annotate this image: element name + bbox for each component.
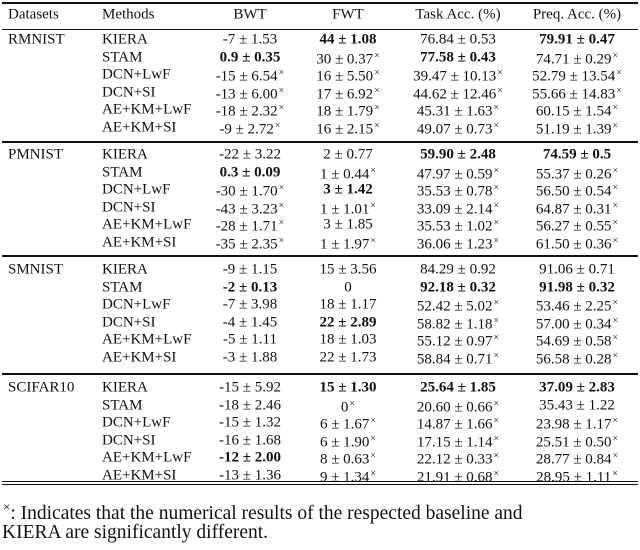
cell-value: -15 ± 1.32	[219, 414, 281, 431]
fwt-cell	[344, 279, 352, 296]
method-label: AE+KM+SI	[102, 234, 177, 251]
cell-value: 8 ± 0.63	[319, 451, 370, 468]
preq-acc-cell	[539, 279, 615, 296]
bwt-cell	[219, 468, 281, 485]
dataset-label: SMNIST	[8, 261, 64, 278]
cell-value: 55.66 ± 14.83	[532, 86, 616, 103]
significance-mark: ×	[493, 350, 500, 362]
cell-value: 6 ± 1.67	[319, 416, 370, 433]
method-label: DCN+SI	[102, 432, 156, 449]
significance-mark: ×	[493, 450, 500, 462]
cell-value: -7 ± 1.53	[222, 31, 278, 48]
cell-value: -22 ± 3.22	[219, 146, 281, 163]
method-label: DCN+SI	[102, 199, 156, 216]
preq-acc-cell	[536, 233, 618, 254]
cell-value: 37.09 ± 2.83	[539, 379, 615, 396]
method-label: AE+KM+LwF	[102, 449, 192, 466]
cell-value: 36.06 ± 1.23	[416, 236, 493, 253]
significance-mark: ×	[612, 182, 619, 194]
significance-mark: ×	[370, 235, 377, 247]
significance-mark: ×	[493, 200, 500, 212]
cell-value: -28 ± 1.71	[215, 218, 278, 235]
significance-mark: ×	[493, 102, 500, 114]
cell-value: 3 ± 1.85	[323, 216, 373, 233]
cell-value: 44 ± 1.08	[319, 31, 377, 48]
significance-mark: ×	[370, 415, 377, 427]
cell-value: 55.12 ± 0.97	[416, 333, 493, 350]
cell-value: 23.98 ± 1.17	[535, 416, 612, 433]
significance-mark: ×	[493, 433, 500, 445]
significance-mark: ×	[3, 499, 11, 514]
dataset-label: PMNIST	[8, 146, 64, 163]
significance-mark: ×	[278, 182, 285, 194]
footnote-line-2: KIERA are significantly different.	[2, 522, 269, 543]
cell-value: 18 ± 1.03	[319, 331, 377, 348]
cell-value: 0	[344, 279, 352, 296]
method-label: AE+KM+LwF	[102, 216, 192, 233]
header-datasets: Datasets	[8, 6, 59, 23]
method-label: STAM	[102, 279, 143, 296]
dataset-label: RMNIST	[8, 31, 65, 48]
fwt-cell	[316, 118, 380, 139]
cell-value: 0	[340, 399, 349, 416]
significance-mark: ×	[497, 67, 503, 79]
task-acc-cell	[420, 262, 496, 279]
task-acc-cell	[417, 118, 499, 139]
significance-mark: ×	[370, 468, 377, 480]
cell-value: 2 ± 0.77	[323, 146, 373, 163]
significance-mark: ×	[278, 102, 285, 114]
significance-mark: ×	[370, 165, 377, 177]
significance-mark: ×	[274, 120, 281, 132]
cell-value: 53.46 ± 2.25	[535, 298, 612, 315]
fwt-cell	[320, 332, 377, 349]
bwt-cell	[223, 297, 277, 314]
method-label: KIERA	[102, 379, 148, 396]
significance-mark: ×	[612, 120, 619, 132]
significance-mark: ×	[612, 102, 619, 114]
fwt-cell	[320, 350, 377, 367]
cell-value: -15 ± 5.92	[219, 379, 281, 396]
cell-value: 18 ± 1.17	[319, 296, 377, 313]
significance-mark: ×	[278, 200, 285, 212]
significance-mark: ×	[493, 315, 500, 327]
cell-value: 16 ± 5.50	[316, 68, 374, 85]
significance-mark: ×	[493, 217, 500, 229]
cell-value: 35.53 ± 0.78	[416, 183, 493, 200]
significance-mark: ×	[612, 350, 619, 362]
cell-value: -4 ± 1.45	[222, 314, 278, 331]
header-rule	[2, 29, 638, 30]
significance-mark: ×	[612, 165, 619, 177]
cell-value: 17 ± 6.92	[316, 86, 374, 103]
significance-mark: ×	[370, 450, 377, 462]
cell-value: 61.50 ± 0.36	[535, 236, 612, 253]
method-label: AE+KM+SI	[102, 349, 177, 366]
fwt-cell	[323, 217, 372, 234]
cell-value: 91.06 ± 0.71	[539, 261, 615, 278]
task-acc-cell	[420, 147, 496, 164]
bwt-cell	[223, 32, 277, 49]
cell-value: 22.12 ± 0.33	[416, 451, 493, 468]
cell-value: -9 ± 2.72	[219, 121, 274, 138]
significance-mark: ×	[612, 217, 619, 229]
significance-mark: ×	[374, 102, 380, 114]
preq-acc-cell	[543, 147, 611, 164]
bwt-cell	[219, 415, 281, 432]
cell-value: -18 ± 2.46	[219, 397, 281, 414]
bwt-cell	[219, 397, 281, 414]
cell-value: 14.87 ± 1.66	[416, 416, 493, 433]
significance-mark: ×	[493, 235, 500, 247]
significance-mark: ×	[278, 67, 285, 79]
cell-value: 1 ± 1.01	[319, 201, 370, 218]
cell-value: 56.27 ± 0.55	[535, 218, 612, 235]
cell-value: -13 ± 1.36	[219, 467, 281, 484]
method-label: DCN+SI	[102, 84, 156, 101]
cell-value: 54.69 ± 0.58	[535, 333, 612, 350]
footnote-text: : Indicates that the numerical results of the respected baseline and	[10, 503, 523, 524]
group-rule	[2, 373, 638, 375]
fwt-cell	[323, 147, 372, 164]
cell-value: 35.53 ± 1.02	[416, 218, 493, 235]
cell-value: 25.64 ± 1.85	[420, 379, 496, 396]
method-label: KIERA	[102, 261, 148, 278]
method-label: AE+KM+SI	[102, 119, 177, 136]
significance-mark: ×	[612, 468, 618, 480]
cell-value: 18 ± 1.79	[316, 103, 374, 120]
significance-mark: ×	[493, 297, 500, 309]
cell-value: 35.43 ± 1.22	[539, 397, 615, 414]
bwt-cell	[219, 147, 281, 164]
cell-value: 79.91 ± 0.47	[539, 31, 615, 48]
cell-value: 74.59 ± 0.5	[542, 146, 612, 163]
group-rule	[2, 255, 638, 257]
cell-value: 28.95 ± 1.11	[536, 469, 612, 486]
fwt-cell	[320, 262, 377, 279]
significance-mark: ×	[370, 200, 377, 212]
cell-value: -13 ± 6.00	[215, 86, 278, 103]
method-label: STAM	[102, 164, 143, 181]
cell-value: -7 ± 3.98	[222, 296, 278, 313]
preq-acc-cell	[536, 466, 618, 487]
significance-mark: ×	[493, 165, 500, 177]
cell-value: -35 ± 2.35	[215, 236, 278, 253]
cell-value: 58.82 ± 1.18	[416, 316, 493, 333]
method-label: AE+KM+LwF	[102, 101, 192, 118]
cell-value: 0.9 ± 0.35	[219, 49, 281, 66]
cell-value: -15 ± 6.54	[215, 68, 278, 85]
task-acc-cell	[417, 233, 499, 254]
preq-acc-cell	[539, 397, 615, 414]
cell-value: 17.15 ± 1.14	[416, 434, 493, 451]
cell-value: 44.62 ± 12.46	[413, 86, 497, 103]
bwt-cell	[219, 432, 281, 449]
cell-value: -12 ± 2.00	[219, 449, 281, 466]
bwt-cell	[219, 380, 281, 397]
cell-value: 6 ± 1.90	[319, 434, 370, 451]
significance-mark: ×	[374, 67, 380, 79]
significance-mark: ×	[612, 332, 619, 344]
cell-value: -43 ± 3.23	[215, 201, 278, 218]
bwt-cell	[223, 350, 277, 367]
header-methods: Methods	[102, 6, 155, 23]
cell-value: 20.60 ± 0.66	[416, 399, 493, 416]
fwt-cell	[320, 466, 376, 487]
cell-value: 57.00 ± 0.34	[535, 316, 612, 333]
cell-value: 28.77 ± 0.84	[535, 451, 612, 468]
cell-value: 64.87 ± 0.31	[535, 201, 612, 218]
significance-mark: ×	[612, 200, 619, 212]
task-acc-cell	[420, 380, 496, 397]
cell-value: 52.42 ± 5.02	[416, 298, 493, 315]
task-acc-cell	[417, 466, 499, 487]
task-acc-cell	[420, 32, 496, 49]
preq-acc-cell	[539, 262, 615, 279]
significance-mark: ×	[616, 85, 622, 97]
method-label: AE+KM+SI	[102, 467, 177, 484]
fwt-cell	[320, 162, 376, 183]
significance-mark: ×	[278, 85, 285, 97]
cell-value: 58.84 ± 0.71	[416, 351, 493, 368]
significance-mark: ×	[493, 468, 500, 480]
cell-value: 39.47 ± 10.13	[413, 68, 497, 85]
cell-value: 74.71 ± 0.29	[535, 51, 612, 68]
method-label: KIERA	[102, 31, 148, 48]
task-acc-cell	[417, 348, 499, 369]
fwt-cell	[323, 182, 372, 199]
bwt-cell	[219, 118, 280, 139]
significance-mark: ×	[612, 433, 619, 445]
cell-value: 49.07 ± 0.73	[416, 121, 493, 138]
cell-value: 25.51 ± 0.50	[535, 434, 612, 451]
bwt-cell	[223, 314, 277, 331]
group-rule	[2, 141, 638, 143]
significance-mark: ×	[612, 235, 619, 247]
method-label: STAM	[102, 397, 143, 414]
method-label: STAM	[102, 49, 143, 66]
cell-value: 9 ± 1.34	[319, 469, 370, 486]
task-acc-cell	[420, 279, 496, 296]
header-preq-acc: Preq. Acc. (%)	[532, 6, 622, 23]
fwt-cell	[320, 314, 377, 331]
cell-value: 22 ± 2.89	[319, 314, 377, 331]
significance-mark: ×	[493, 182, 500, 194]
cell-value: 22 ± 1.73	[319, 349, 377, 366]
bwt-cell	[219, 450, 281, 467]
cell-value: -2 ± 0.13	[222, 279, 278, 296]
method-label: DCN+LwF	[102, 66, 171, 83]
bwt-cell	[223, 332, 277, 349]
cell-value: 60.15 ± 1.54	[535, 103, 612, 120]
cell-value: 3 ± 1.42	[323, 181, 373, 198]
fwt-cell	[320, 32, 377, 49]
cell-value: 0.3 ± 0.09	[219, 164, 281, 181]
method-label: DCN+LwF	[102, 181, 171, 198]
cell-value: 52.79 ± 13.54	[532, 68, 616, 85]
cell-value: 84.29 ± 0.92	[420, 261, 496, 278]
cell-value: 92.18 ± 0.32	[420, 279, 496, 296]
significance-mark: ×	[278, 235, 285, 247]
header-task-acc: Task Acc. (%)	[415, 6, 501, 23]
top-rule	[2, 2, 638, 4]
cell-value: -16 ± 1.68	[219, 432, 281, 449]
significance-mark: ×	[493, 120, 500, 132]
cell-value: 15 ± 3.56	[319, 261, 377, 278]
cell-value: 15 ± 1.30	[319, 379, 377, 396]
significance-mark: ×	[278, 217, 285, 229]
cell-value: 30 ± 0.37	[316, 51, 374, 68]
cell-value: 77.58 ± 0.43	[420, 49, 496, 66]
significance-mark: ×	[612, 415, 619, 427]
significance-mark: ×	[374, 50, 380, 62]
cell-value: -18 ± 2.32	[215, 103, 278, 120]
significance-mark: ×	[612, 50, 619, 62]
cell-value: 47.97 ± 0.59	[416, 166, 493, 183]
cell-value: 56.50 ± 0.54	[535, 183, 612, 200]
bwt-cell	[216, 233, 285, 254]
cell-value: 55.37 ± 0.26	[535, 166, 612, 183]
task-acc-cell	[420, 49, 496, 66]
preq-acc-cell	[539, 32, 615, 49]
cell-value: 1 ± 0.44	[319, 166, 370, 183]
significance-mark: ×	[374, 120, 380, 132]
bwt-cell	[223, 279, 277, 296]
cell-value: -3 ± 1.88	[222, 349, 278, 366]
cell-value: 21.91 ± 0.68	[416, 469, 493, 486]
method-label: DCN+SI	[102, 314, 156, 331]
significance-mark: ×	[493, 415, 500, 427]
fwt-cell	[320, 197, 376, 218]
cell-value: 91.98 ± 0.32	[539, 279, 615, 296]
bwt-cell	[223, 262, 277, 279]
cell-value: 59.90 ± 2.48	[420, 146, 496, 163]
cell-value: 76.84 ± 0.53	[420, 31, 496, 48]
cell-value: 33.09 ± 2.14	[416, 201, 493, 218]
header-bwt: BWT	[233, 6, 267, 23]
significance-mark: ×	[374, 85, 380, 97]
preq-acc-cell	[539, 380, 615, 397]
significance-mark: ×	[349, 398, 356, 410]
fwt-cell	[320, 233, 376, 254]
significance-mark: ×	[612, 450, 619, 462]
cell-value: -30 ± 1.70	[215, 183, 278, 200]
fwt-cell	[320, 297, 377, 314]
bwt-cell	[220, 164, 281, 181]
preq-acc-cell	[536, 118, 618, 139]
cell-value: 56.58 ± 0.28	[535, 351, 612, 368]
cell-value: -9 ± 1.15	[222, 261, 278, 278]
header-fwt: FWT	[332, 6, 364, 23]
method-label: DCN+LwF	[102, 414, 171, 431]
significance-mark: ×	[370, 433, 377, 445]
cell-value: 51.19 ± 1.39	[535, 121, 612, 138]
significance-mark: ×	[493, 398, 500, 410]
significance-mark: ×	[612, 297, 619, 309]
significance-mark: ×	[497, 85, 503, 97]
cell-value: -5 ± 1.11	[223, 331, 277, 348]
significance-mark: ×	[616, 67, 622, 79]
significance-mark: ×	[493, 332, 500, 344]
preq-acc-cell	[536, 348, 618, 369]
fwt-cell	[320, 380, 377, 397]
significance-mark: ×	[612, 315, 619, 327]
method-label: KIERA	[102, 146, 148, 163]
method-label: AE+KM+LwF	[102, 331, 192, 348]
cell-value: 1 ± 1.97	[319, 236, 370, 253]
cell-value: 45.31 ± 1.63	[416, 103, 493, 120]
dataset-label: SCIFAR10	[8, 379, 75, 396]
method-label: DCN+LwF	[102, 296, 171, 313]
cell-value: 16 ± 2.15	[316, 121, 374, 138]
bwt-cell	[220, 49, 281, 66]
